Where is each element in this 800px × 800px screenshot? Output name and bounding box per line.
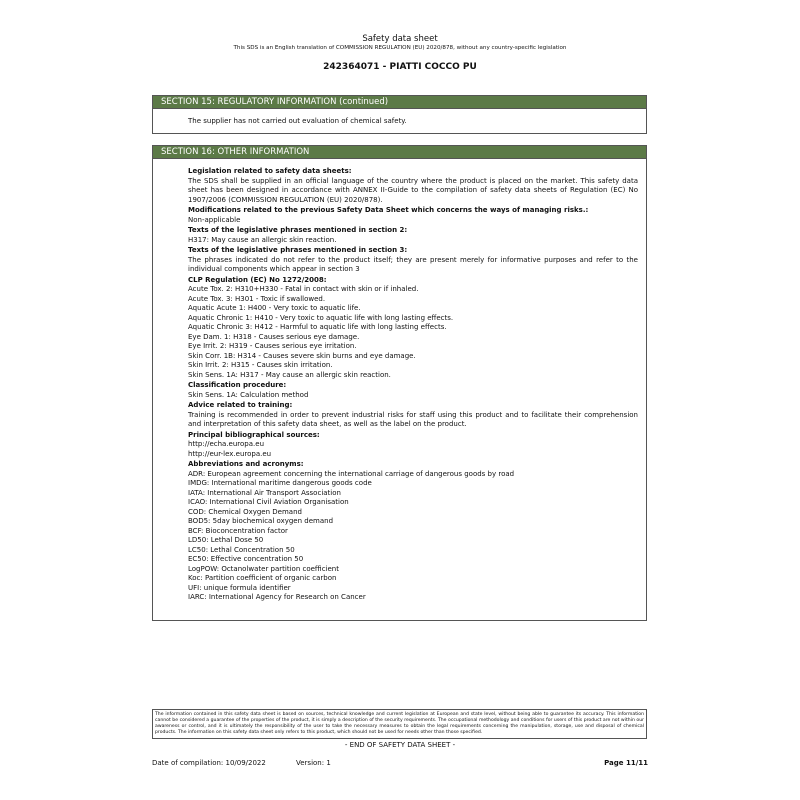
section-16-heading: SECTION 16: OTHER INFORMATION xyxy=(153,146,646,159)
disclaimer: The information contained in this safety data sheet is based on sources, technical knowledge and current legislation at European and state level, without being able to guarantee its accuracy. This information cannot be considered a guarantee of the properties of the product, it is simply a description of the security requirements. The occupational methodology and conditions for users of this product are not within our awareness or control, and it is ultimately the responsibility of the user to take the necessary measures to obtain the legal requirements concerning the manipulation, storage, use and disposal of chemical products. The information on this safety data sheet only refers to this product, which should not be used for needs other than those specified. xyxy=(152,709,647,739)
abbreviation-item: IATA: International Air Transport Association xyxy=(188,488,341,497)
section-15-text: The supplier has not carried out evaluation of chemical safety. xyxy=(188,117,407,125)
clp-item: Aquatic Chronic 3: H412 - Harmful to aquatic life with long lasting effects. xyxy=(188,323,447,331)
clp-item: Skin Corr. 1B: H314 - Causes severe skin burns and eye damage. xyxy=(188,351,416,360)
section2-phrases-heading: Texts of the legislative phrases mentioned in section 2: xyxy=(188,226,408,234)
bibliography-link[interactable]: http://eur-lex.europa.eu xyxy=(188,449,272,458)
abbreviation-item: Koc: Partition coefficient of organic carbon xyxy=(188,574,337,582)
training-heading: Advice related to training: xyxy=(188,401,293,409)
end-of-sheet: - END OF SAFETY DATA SHEET - xyxy=(344,741,456,749)
page-number: Page 11/11 xyxy=(604,759,648,767)
clp-item: Acute Tox. 2: H310+H330 - Fatal in contact with skin or if inhaled. xyxy=(188,285,419,293)
abbreviation-item: BOD5: 5day biochemical oxygen demand xyxy=(188,517,334,525)
abbreviation-item: ADR: European agreement concerning the international carriage of dangerous goods by road xyxy=(188,469,515,478)
section3-phrases-heading: Texts of the legislative phrases mentioned in section 3: xyxy=(188,246,408,254)
bibliography-link[interactable]: http://echa.europa.eu xyxy=(188,440,265,448)
clp-item: Skin Sens. 1A: H317 - May cause an allergic skin reaction. xyxy=(188,370,391,379)
section-15 xyxy=(152,95,647,134)
modifications-text: Non-applicable xyxy=(188,215,241,224)
abbreviation-item: LogPOW: Octanolwater partition coefficient xyxy=(188,564,339,573)
abbreviation-item: IARC: International Agency for Research on Cancer xyxy=(188,593,366,601)
section-16-body xyxy=(188,166,638,603)
modifications-heading: Modifications related to the previous Safety Data Sheet which concerns the ways of managing risks.: xyxy=(188,206,589,214)
abbreviation-item: IMDG: International maritime dangerous goods code xyxy=(188,479,372,487)
abbreviation-item: LC50: Lethal Concentration 50 xyxy=(188,545,295,554)
bibliography-heading: Principal bibliographical sources: xyxy=(188,430,320,439)
document-subtitle: This SDS is an English translation of COMMISSION REGULATION (EU) 2020/878, without any country-specific legislation xyxy=(233,45,567,51)
clp-item: Acute Tox. 3: H301 - Toxic if swallowed. xyxy=(188,294,326,303)
abbreviation-item: EC50: Effective concentration 50 xyxy=(188,555,304,563)
compilation-date: Date of compilation: 10/09/2022 xyxy=(152,759,266,767)
version: Version: 1 xyxy=(296,759,331,767)
section3-phrases-text: The phrases indicated do not refer to the product itself; they are present merely for informative purposes and refer to the individual components which appear in section 3 xyxy=(188,255,638,273)
section2-phrases-text: H317: May cause an allergic skin reaction. xyxy=(188,235,337,244)
product-name: 242364071 - PIATTI COCCO PU xyxy=(323,62,477,72)
abbreviation-item: LD50: Lethal Dose 50 xyxy=(188,536,264,544)
abbreviation-item: COD: Chemical Oxygen Demand xyxy=(188,507,302,516)
abbreviations-list xyxy=(188,470,638,603)
bibliography-list xyxy=(188,440,638,459)
document-title: Safety data sheet xyxy=(362,34,438,44)
clp-item: Eye Dam. 1: H318 - Causes serious eye damage. xyxy=(188,332,360,341)
clp-item: Aquatic Chronic 1: H410 - Very toxic to aquatic life with long lasting effects. xyxy=(188,313,454,322)
abbreviation-item: BCF: Bioconcentration factor xyxy=(188,526,288,535)
clp-item: Aquatic Acute 1: H400 - Very toxic to aquatic life. xyxy=(188,304,361,312)
legislation-text: The SDS shall be supplied in an official language of the country where the product is placed on the market. This safety data sheet has been designed in accordance with ANNEX II-Guide to the compilation of safety data sheets of Regulation (EC) No 1907/2006 (COMMISSION REGULATION (EU) 2020/878). xyxy=(188,176,638,204)
classification-heading: Classification procedure: xyxy=(188,381,287,389)
clp-item: Eye Irrit. 2: H319 - Causes serious eye irritation. xyxy=(188,342,357,350)
section-16 xyxy=(152,145,647,621)
clp-item: Skin Irrit. 2: H315 - Causes skin irritation. xyxy=(188,361,333,369)
abbreviation-item: UFI: unique formula identifier xyxy=(188,583,291,592)
section-15-heading: SECTION 15: REGULATORY INFORMATION (continued) xyxy=(153,96,646,109)
classification-text: Skin Sens. 1A: Calculation method xyxy=(188,390,309,399)
legislation-heading: Legislation related to safety data sheets: xyxy=(188,167,352,175)
clp-heading: CLP Regulation (EC) No 1272/2008: xyxy=(188,275,327,284)
abbreviations-heading: Abbreviations and acronyms: xyxy=(188,460,304,468)
training-text: Training is recommended in order to prevent industrial risks for staff using this product and to facilitate their comprehension and interpretation of this safety data sheet, as well as the label on the product. xyxy=(188,410,638,428)
clp-list xyxy=(188,285,638,380)
abbreviation-item: ICAO: International Civil Aviation Organisation xyxy=(188,498,349,506)
